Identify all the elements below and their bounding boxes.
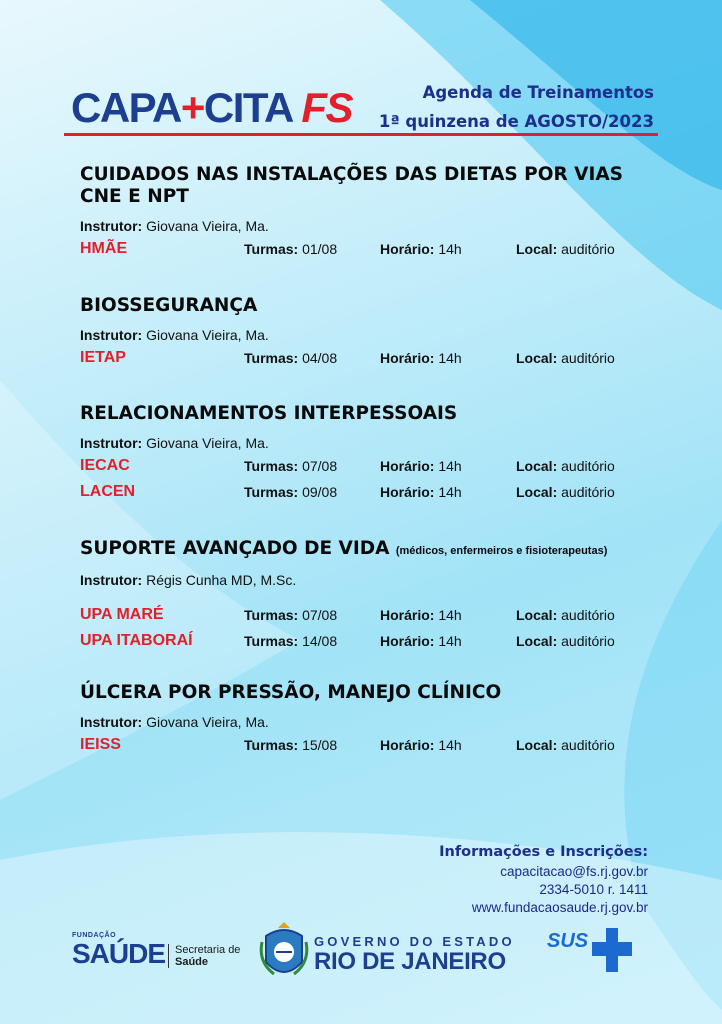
section-title: CUIDADOS NAS INSTALAÇÕES DAS DIETAS POR VIAS CNE E NPT	[80, 164, 623, 207]
section-title: RELACIONAMENTOS INTERPESSOAIS	[80, 403, 458, 424]
session-location: Local: auditório	[516, 350, 615, 366]
session-location: Local: auditório	[516, 633, 615, 649]
section-title: ÚLCERA POR PRESSÃO, MANEJO CLÍNICO	[80, 682, 502, 703]
instructor-line: Instrutor: Giovana Vieira, Ma.	[80, 714, 269, 730]
session-date: Turmas: 04/08	[244, 350, 338, 366]
session-location: Local: auditório	[516, 484, 615, 500]
session-time: Horário: 14h	[380, 458, 462, 474]
session-row	[80, 602, 680, 628]
training-section	[80, 164, 660, 262]
section-note: (médicos, enfermeiros e fisioterapeutas)	[395, 545, 608, 557]
unit-name: IEISS	[80, 736, 121, 753]
fundacao-saude-logo: FUNDAÇÃO SAÚDE	[72, 932, 166, 969]
session-row	[80, 453, 660, 479]
session-time: Horário: 14h	[380, 241, 462, 257]
instructor-line: Instrutor: Giovana Vieira, Ma.	[80, 435, 269, 451]
contact-email[interactable]: capacitacao@fs.rj.gov.br	[500, 864, 648, 879]
section-title: BIOSSEGURANÇA	[80, 295, 258, 316]
session-row	[80, 628, 680, 654]
session-row	[80, 345, 660, 371]
session-time: Horário: 14h	[380, 350, 462, 366]
session-date: Turmas: 07/08	[244, 607, 338, 623]
capacita-fs-logo: CAPA+CITA FS	[71, 84, 353, 131]
agenda-title: Agenda de Treinamentos	[422, 83, 654, 102]
training-section	[80, 295, 660, 371]
session-row	[80, 732, 660, 758]
training-section	[80, 538, 680, 654]
session-time: Horário: 14h	[380, 633, 462, 649]
session-row	[80, 479, 660, 505]
agenda-heading	[379, 78, 654, 136]
secretaria-saude-logo: Secretaria de Saúde	[168, 944, 240, 968]
section-title: SUPORTE AVANÇADO DE VIDA (médicos, enfermeiros e fisioterapeutas)	[80, 538, 608, 559]
rio-state-crest-icon	[258, 922, 310, 986]
session-location: Local: auditório	[516, 241, 615, 257]
agenda-period: 1ª quinzena de AGOSTO/2023	[378, 112, 654, 131]
session-location: Local: auditório	[516, 458, 615, 474]
session-location: Local: auditório	[516, 607, 615, 623]
unit-name: IETAP	[80, 349, 126, 366]
training-section	[80, 403, 660, 505]
session-location: Local: auditório	[516, 737, 615, 753]
instructor-line: Instrutor: Giovana Vieira, Ma.	[80, 327, 269, 343]
contact-website[interactable]: www.fundacaosaude.rj.gov.br	[471, 900, 648, 915]
contact-phone: 2334-5010 r. 1411	[539, 882, 648, 897]
training-section	[80, 682, 660, 758]
instructor-line: Instrutor: Giovana Vieira, Ma.	[80, 218, 269, 234]
session-date: Turmas: 15/08	[244, 737, 338, 753]
unit-name: UPA MARÉ	[80, 606, 164, 623]
session-time: Horário: 14h	[380, 737, 462, 753]
instructor-line: Instrutor: Régis Cunha MD, M.Sc.	[80, 572, 297, 588]
session-time: Horário: 14h	[380, 484, 462, 500]
unit-name: UPA ITABORAÍ	[80, 632, 193, 649]
session-row	[80, 236, 660, 262]
session-time: Horário: 14h	[380, 607, 462, 623]
session-date: Turmas: 01/08	[244, 241, 338, 257]
unit-name: HMÃE	[80, 240, 128, 257]
contact-info	[439, 843, 648, 917]
session-date: Turmas: 09/08	[244, 484, 338, 500]
unit-name: LACEN	[80, 483, 136, 500]
sus-logo: SUS	[547, 930, 589, 952]
session-date: Turmas: 14/08	[244, 633, 338, 649]
unit-name: IECAC	[80, 457, 130, 474]
session-date: Turmas: 07/08	[244, 458, 338, 474]
sus-cross-icon	[592, 928, 632, 972]
contact-title: Informações e Inscrições:	[439, 844, 648, 860]
governo-rj-logo: GOVERNO DO ESTADO RIO DE JANEIRO	[314, 934, 515, 975]
